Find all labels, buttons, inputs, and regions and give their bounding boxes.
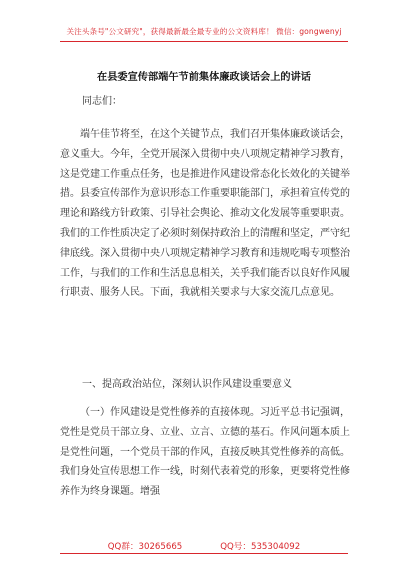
header-divider — [60, 41, 348, 42]
footer-contacts — [0, 540, 408, 552]
section-heading: 一、提高政治站位，深刻认识作风建设重要意义 — [82, 379, 292, 390]
qq-number: QQ号：535304092 — [220, 542, 301, 552]
body-paragraph: 端午佳节将至，在这个关键节点，我们召开集体廉政谈话会，意义重大。今年，全党开展深入贯彻中央八项规定精神学习教育，这是党建工作重点任务，也是推进作风建设常态化长效化的关键举措。县委宣传部作为意识形态工作重要职能部门，承担着宣传党的理论和路线方针政策、引导社会舆论、推动文化发展等重要职责。我们的工作性质决定了必须时刻保持政治上的清醒和坚定，严守纪律底线。深入贯彻中央八项规定精神学习教育和违规吃喝专项整治工作，与我们的工作和生活息息相关，关乎我们能否以良好作风履行职责、服务人民。下面，我就相关要求与大家交流几点意见。 — [60, 129, 350, 299]
footer-divider — [60, 553, 348, 554]
qq-group-number: QQ群：30265665 — [107, 542, 183, 552]
salutation: 同志们： — [82, 96, 122, 107]
body-paragraph: （一）作风建设是党性修养的直接体现。习近平总书记强调，党性是党员干部立身、立业、立言、立德的基石。作风问题本质上是党性问题，一个党员干部的作风，直接反映其党性修养的高低。我们身处宣传思想工作一线，时刻代表着党的形象，更要将党性修养作为终身课题。增强 — [60, 407, 350, 498]
header-banner: 关注头条号"公文研究"，获得最新最全最专业的公文资料库！ 微信：gongwenyj — [66, 27, 342, 36]
document-title: 在县委宣传部端午节前集体廉政谈话会上的讲话 — [97, 72, 311, 83]
